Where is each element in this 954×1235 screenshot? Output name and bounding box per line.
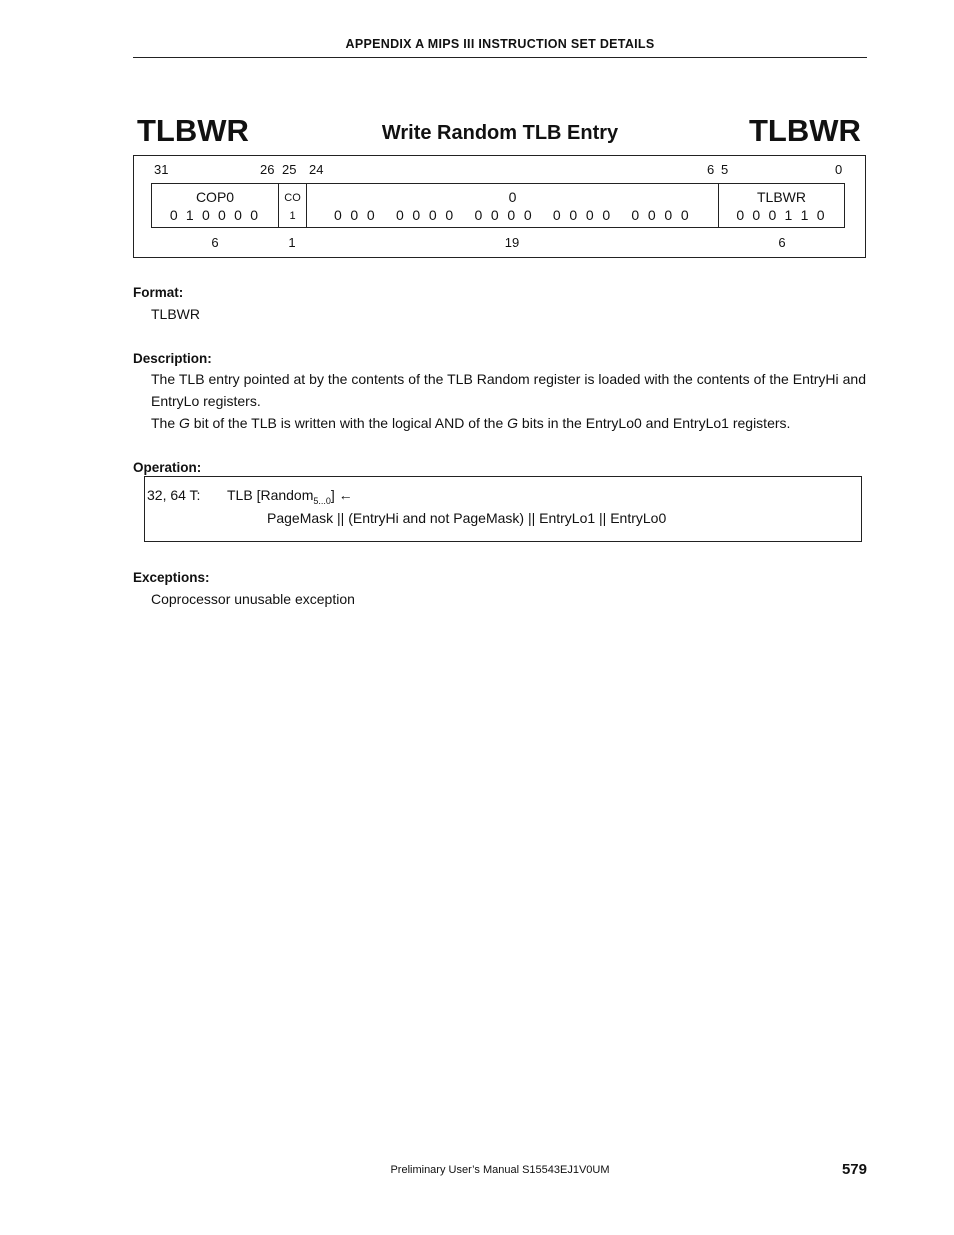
exceptions-text: Coprocessor unusable exception xyxy=(151,591,355,607)
description-heading: Description: xyxy=(133,351,212,366)
field-tlbwr xyxy=(718,184,844,227)
description-paragraph: The G bit of the TLB is written with the logical AND of the G bits in the EntryLo0 and EntryLo1 registers. xyxy=(151,415,791,431)
mnemonic-right: TLBWR xyxy=(749,113,861,148)
field-co xyxy=(278,184,306,227)
bit-number: 0 xyxy=(835,162,843,177)
field-name: 0 xyxy=(508,189,517,205)
exceptions-heading: Exceptions: xyxy=(133,570,210,585)
field-width: 1 xyxy=(288,235,296,250)
bit-number: 26 xyxy=(260,162,275,177)
field-bits: 1 xyxy=(289,210,296,222)
field-cop0 xyxy=(152,184,278,227)
field-width: 19 xyxy=(504,235,520,250)
bit-number: 24 xyxy=(309,162,324,177)
operation-box xyxy=(144,476,862,542)
operation-heading: Operation: xyxy=(133,460,202,475)
format-text: TLBWR xyxy=(151,306,200,322)
description-paragraph: The TLB entry pointed at by the contents of the TLB Random register is loaded with the contents of the EntryHi and EntryLo registers. xyxy=(151,371,866,409)
header-rule xyxy=(133,57,867,58)
bit-number: 6 xyxy=(707,162,715,177)
running-header: APPENDIX A MIPS III INSTRUCTION SET DETAILS xyxy=(345,37,655,51)
field-width: 6 xyxy=(778,235,786,250)
field-bits: 0 0 0 0 0 0 0 0 0 0 0 0 0 0 0 0 0 0 0 xyxy=(333,207,692,223)
format-heading: Format: xyxy=(133,285,184,300)
bit-number: 5 xyxy=(721,162,729,177)
bit-number: 25 xyxy=(282,162,297,177)
field-bits: 0 1 0 0 0 0 xyxy=(169,207,261,223)
page-number: 579 xyxy=(841,1161,867,1178)
description-body xyxy=(151,368,866,434)
operation-prefix: 32, 64 T: xyxy=(147,487,201,503)
field-name: CO xyxy=(284,192,301,204)
mnemonic-left: TLBWR xyxy=(137,113,249,148)
field-width: 6 xyxy=(211,235,219,250)
field-name: TLBWR xyxy=(757,189,806,205)
g-bit-italic: G xyxy=(179,415,190,431)
operation-line: TLB [Random$_{5...0}$] ← xyxy=(227,487,353,506)
operation-line: PageMask || (EntryHi and not PageMask) || EntryLo1 || EntryLo0 xyxy=(267,510,667,526)
field-bits: 0 0 0 1 1 0 xyxy=(736,207,827,223)
g-bit-italic: G xyxy=(507,415,519,431)
bit-number: 31 xyxy=(154,162,169,177)
field-name: COP0 xyxy=(195,189,235,205)
instruction-title: Write Random TLB Entry xyxy=(381,122,619,144)
bit-range-subscript: 5...0 xyxy=(313,495,331,506)
field-zero xyxy=(306,184,718,227)
footer-manual-id: Preliminary User’s Manual S15543EJ1V0UM xyxy=(390,1164,610,1176)
instruction-fields xyxy=(151,183,845,228)
